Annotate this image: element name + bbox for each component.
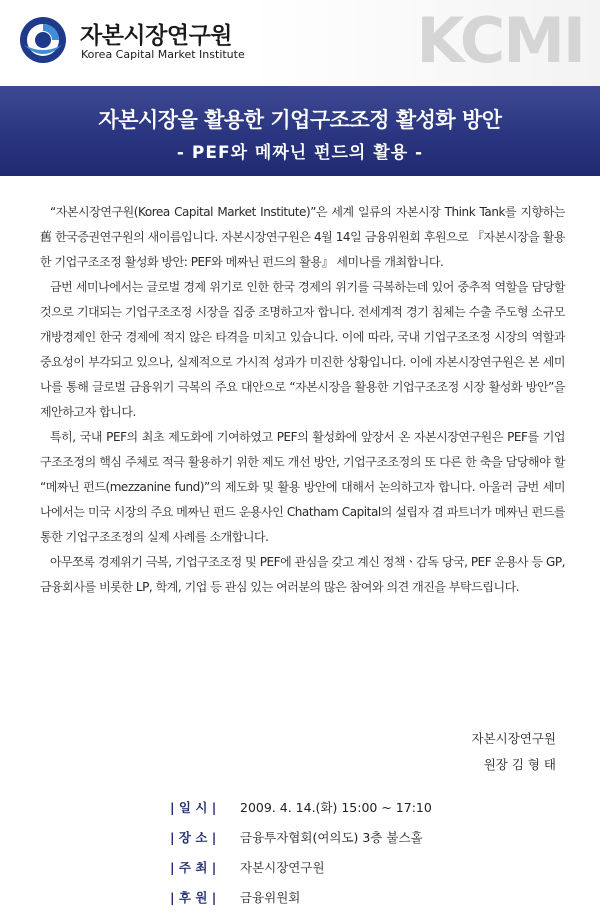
body-paragraph: 아무쪼록 경제위기 극복, 기업구조조정 및 PEF에 관심을 갖고 계신 정책ㆍ감독 당국, PEF 운용사 등 GP, 금융회사를 비롯한 LP, 학계, 기업 등 관심 있는 여러분의 많은 참여와 의견 개진을 부탁드립니다.: [40, 555, 565, 594]
detail-label: | 일 시 |: [170, 800, 217, 815]
event-details: [170, 792, 570, 912]
logo-title-english: Korea Capital Market Institute: [81, 48, 245, 61]
detail-row-date: [170, 792, 570, 822]
detail-value: 자본시장연구원: [240, 860, 325, 875]
detail-label: | 주 최 |: [170, 860, 217, 875]
detail-value: 금융투자협회(여의도) 3층 불스홀: [240, 830, 423, 845]
detail-label: | 장 소 |: [170, 830, 217, 845]
signature-block: [471, 726, 556, 778]
body-paragraph: 금번 세미나에서는 글로벌 경제 위기로 인한 한국 경제의 위기를 극복하는데 있어 중추적 역할을 담당할 것으로 기대되는 기업구조조정 시장을 집중 조명하고자 합니다. 전세계적 경기 침체는 수출 주도형 소규모 개방경제인 한국 경제에 적지 않은 타격을 미치고 있습니다. 이에 따라, 국내 기업구조조정 시장의 역할과 중요성이 부각되고 있으나, 실제적으로 가시적 성과가 미진한 상황입니다. 이에 자본시장연구원은 본 세미나를 통해 글로벌 금융위기 극복의 주요 대안으로 “자본시장을 활용한 기업구조조정 시장 활성화 방안”을 제안하고자 합니다.: [40, 280, 565, 419]
detail-row-host: [170, 852, 570, 882]
detail-value: 2009. 4. 14.(화) 15:00 ~ 17:10: [240, 800, 432, 815]
detail-value: 금융위원회: [240, 890, 301, 905]
kcmi-watermark: KCMI: [416, 4, 584, 77]
header: [0, 0, 600, 86]
title-banner: [0, 86, 600, 176]
invitation-body: [40, 200, 565, 600]
seminar-title: 자본시장을 활용한 기업구조조정 활성화 방안: [98, 108, 502, 132]
kcmi-logo-icon: [18, 15, 68, 65]
signature-org: 자본시장연구원: [471, 731, 556, 746]
seminar-subtitle: - PEF와 메짜닌 펀드의 활용 -: [176, 143, 424, 163]
body-paragraph: 특히, 국내 PEF의 최초 제도화에 기여하였고 PEF의 활성화에 앞장서 온 자본시장연구원은 PEF를 기업구조조정의 핵심 주체로 적극 활용하기 위한 제도 개선 방안, 기업구조조정의 또 다른 한 축을 담당해야 할 “메짜닌 펀드(mezzanine fund)”의 제도화 및 활용 방안에 대해서 논의하고자 합니다. 아울러 금번 세미나에서는 미국 시장의 주요 메짜닌 펀드 운용사인 Chatham Capital의 설립자 겸 파트너가 메짜닌 펀드를 통한 기업구조조정의 실제 사례를 소개합니다.: [40, 430, 565, 544]
detail-row-venue: [170, 822, 570, 852]
signature-head: 원장 김 형 태: [483, 757, 556, 772]
detail-label: | 후 원 |: [170, 890, 217, 905]
detail-row-sponsor: [170, 882, 570, 912]
logo-title-korean: 자본시장연구원: [80, 23, 233, 49]
body-paragraph: “자본시장연구원(Korea Capital Market Institute)”은 세계 일류의 자본시장 Think Tank를 지향하는 舊 한국증권연구원의 새이름입니다. 자본시장연구원은 4월 14일 금융위원회 후원으로 『자본시장을 활용한 기업구조조정 활성화 방안: PEF와 메짜닌 펀드의 활용』 세미나를 개최합니다.: [40, 205, 565, 269]
